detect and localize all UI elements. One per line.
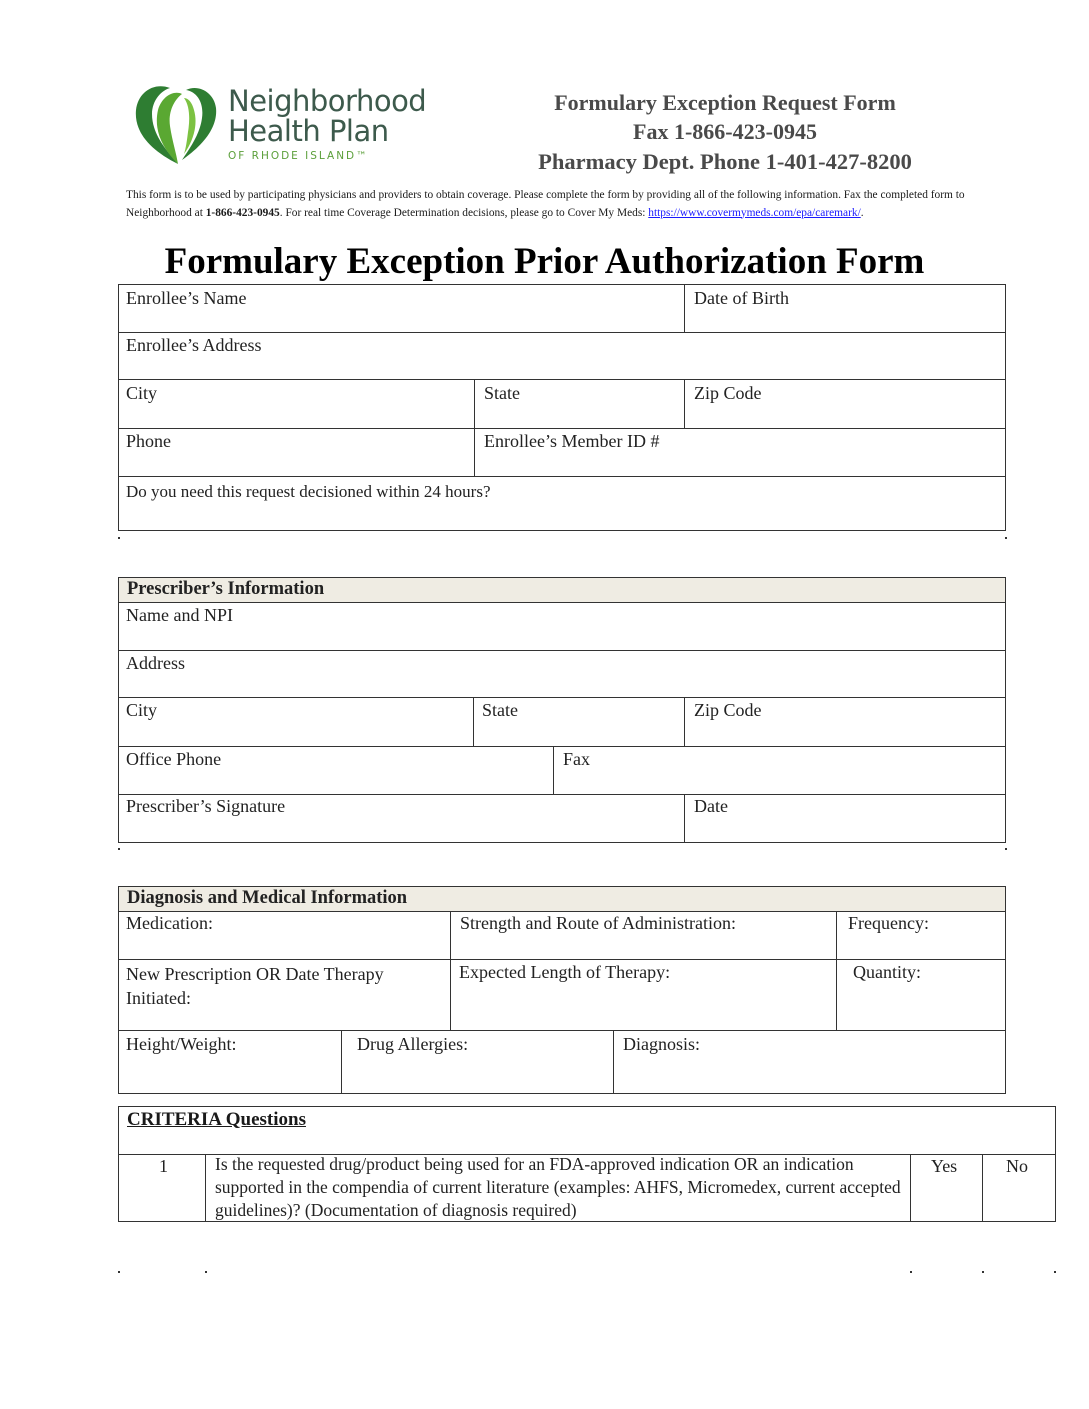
intro-fax-number: 1-866-423-0945	[205, 206, 280, 219]
frequency-label: Frequency:	[848, 913, 929, 933]
enrollee-phone-field[interactable]	[118, 428, 475, 477]
logo-line-2: Health Plan	[228, 114, 389, 148]
logo-line-3: OF RHODE ISLAND™	[228, 150, 369, 162]
dob-label: Date of Birth	[694, 288, 789, 308]
heart-logo-icon	[132, 80, 228, 170]
strength-route-label: Strength and Route of Administration:	[460, 913, 736, 933]
covermymeds-link[interactable]: https://www.covermymeds.com/epa/caremark/	[648, 206, 861, 219]
table-end-mark	[1005, 848, 1007, 850]
quantity-label: Quantity:	[853, 962, 921, 982]
enrollee-city-field[interactable]	[118, 379, 475, 429]
prescriber-fax-field[interactable]	[553, 746, 1006, 795]
prescriber-city-label: City	[126, 700, 158, 720]
intro-paragraph	[126, 187, 976, 222]
enrollee-zip-label: Zip Code	[694, 383, 762, 403]
enrollee-name-label: Enrollee’s Name	[126, 288, 247, 308]
question-no-label: No	[1006, 1156, 1028, 1176]
member-id-label: Enrollee’s Member ID #	[484, 431, 660, 451]
table-end-mark	[910, 1271, 912, 1273]
header-fax: Fax 1-866-423-0945	[633, 119, 817, 144]
prescriber-address-field[interactable]	[118, 650, 1006, 698]
office-phone-label: Office Phone	[126, 749, 222, 769]
table-end-mark	[118, 537, 120, 539]
prescriber-state-label: State	[482, 700, 518, 720]
new-rx-label-line2: Initiated:	[126, 988, 191, 1008]
table-end-mark	[118, 848, 120, 850]
question-text: Is the requested drug/product being used for an FDA-approved indication OR an indication supported in the compendia of current literature (examples: AHFS, Micromedex, current accepted guidelines)? (Documentation of diagnosis required)	[215, 1154, 901, 1220]
enrollee-state-label: State	[484, 383, 520, 403]
header-title: Formulary Exception Request Form	[554, 90, 896, 115]
prescriber-fax-label: Fax	[563, 749, 590, 769]
table-end-mark	[982, 1271, 984, 1273]
intro-text-2: . For real time Coverage Determination decisions, please go to Cover My Meds:	[279, 206, 649, 219]
header-phone: Pharmacy Dept. Phone 1-401-427-8200	[538, 149, 912, 174]
height-weight-label: Height/Weight:	[126, 1034, 237, 1054]
question-number: 1	[159, 1156, 168, 1176]
prescriber-signature-label: Prescriber’s Signature	[126, 796, 286, 816]
diagnosis-label: Diagnosis:	[623, 1034, 701, 1054]
table-end-mark	[1005, 537, 1007, 539]
table-end-mark	[205, 1271, 207, 1273]
table-end-mark	[118, 1271, 120, 1273]
enrollee-address-label: Enrollee’s Address	[126, 335, 262, 355]
prescriber-zip-label: Zip Code	[694, 700, 762, 720]
page-title: Formulary Exception Prior Authorization Form	[164, 241, 925, 282]
intro-text-3: .	[860, 206, 864, 219]
enrollee-city-label: City	[126, 383, 158, 403]
intro-text-1: This form is to be used by participating physicians and providers to obtain coverage. Please complete the form by providing all of the following information. Fax the completed form to Neighborhood at	[126, 189, 965, 219]
drug-allergies-label: Drug Allergies:	[357, 1034, 469, 1054]
logo	[132, 80, 432, 170]
medication-label: Medication:	[126, 913, 213, 933]
table-end-mark	[1054, 1271, 1056, 1273]
signature-date-field[interactable]	[684, 794, 1006, 843]
prescriber-name-npi-label: Name and NPI	[126, 605, 233, 625]
prescriber-section-heading: Prescriber’s Information	[118, 577, 1006, 603]
prescriber-city-field[interactable]	[118, 697, 474, 747]
question-yes-label: Yes	[931, 1156, 958, 1176]
diagnosis-section-heading: Diagnosis and Medical Information	[118, 886, 1006, 912]
prescriber-address-label: Address	[126, 653, 185, 673]
signature-date-label: Date	[694, 796, 728, 816]
new-rx-label-line1: New Prescription OR Date Therapy	[126, 964, 384, 984]
prescriber-name-npi-field[interactable]	[118, 602, 1006, 651]
criteria-heading: CRITERIA Questions	[127, 1109, 306, 1130]
enrollee-phone-label: Phone	[126, 431, 171, 451]
length-of-therapy-label: Expected Length of Therapy:	[459, 962, 671, 982]
urgent-request-label: Do you need this request decisioned within 24 hours?	[126, 482, 491, 501]
form-header	[505, 88, 945, 177]
logo-line-1: Neighborhood	[228, 84, 427, 118]
